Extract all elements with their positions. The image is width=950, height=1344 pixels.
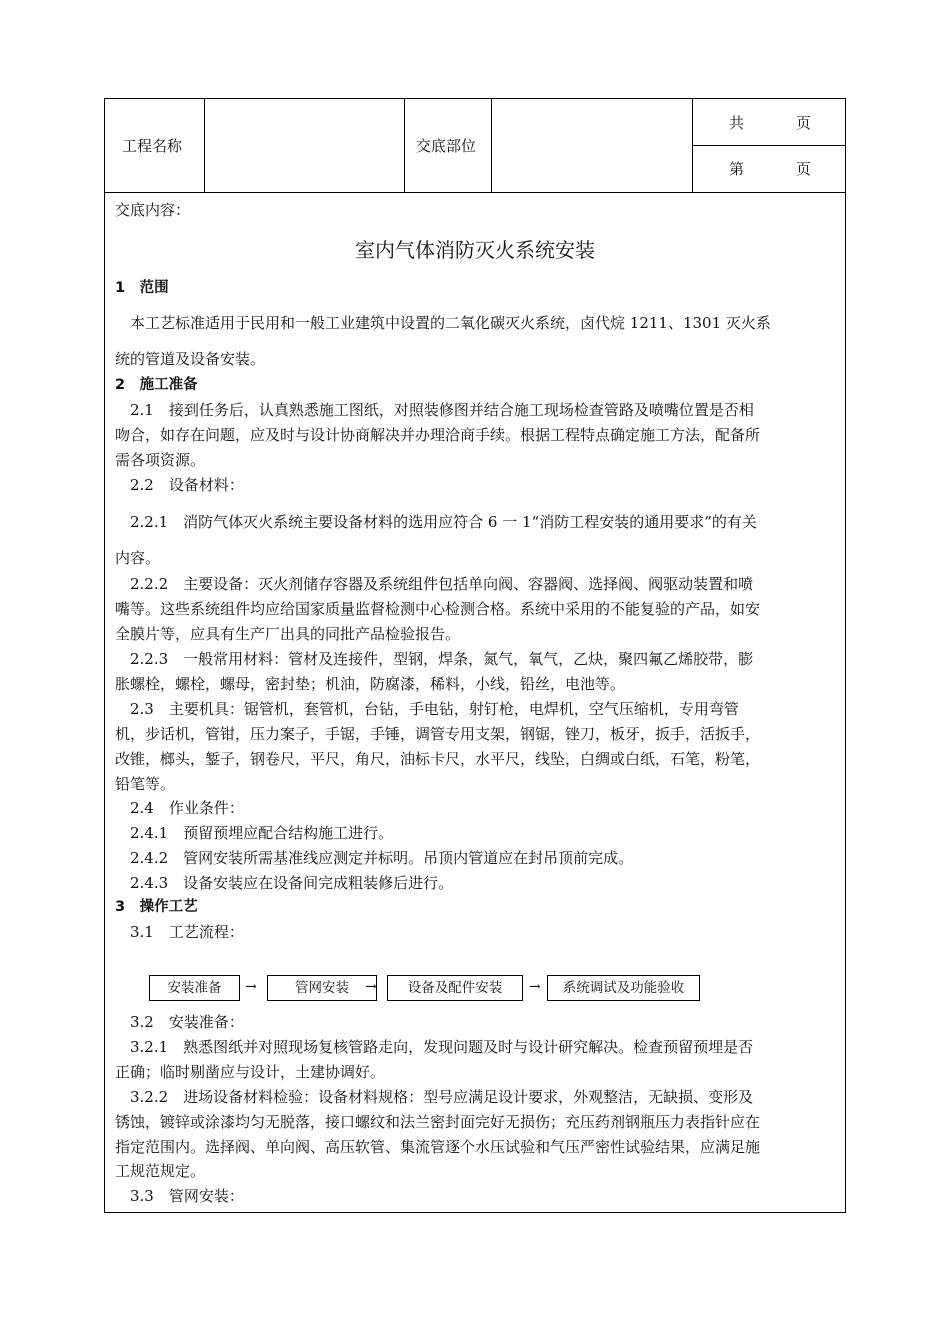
paragraph-line: 2.2.1 消防气体灭火系统主要设备材料的选用应符合 6 一 1“消防工程安装的通用要求”的有关 [115,513,757,531]
paragraph-line: 改锥，榔头，錾子，钢卷尺，平尺，角尺，油标卡尺，水平尺，线坠，白绸或白纸，石笔，粉笔， [115,750,761,768]
total-pages-label: 共 [729,114,745,132]
divider [404,99,405,193]
paragraph-line: 胀螺栓，螺栓，螺母，密封垫；机油，防腐漆，稀料，小线，铅丝，电池等。 [115,675,626,693]
divider [692,99,693,193]
paragraph-line: 嘴等。这些系统组件均应给国家质量监督检测中心检测合格。系统中采用的不能复验的产品，如安 [115,600,761,618]
location-label: 交底部位 [416,137,477,155]
technical-disclosure-sheet [104,98,846,1213]
page-number-suffix: 页 [796,160,812,178]
paragraph-line: 指定范围内。选择阀、单向阀、高压软管、集流管逐个水压试验和气压严密性试验结果，应满足施 [115,1138,761,1156]
section-heading: 2 施工准备 [115,377,198,393]
flow-step-commissioning: 系统调试及功能验收 [547,975,700,1001]
paragraph-line: 本工艺标准适用于民用和一般工业建筑中设置的二氧化碳灭火系统，卤代烷 1211、1301 灭火系 [115,314,771,332]
flow-arrow-icon: → [245,979,257,995]
paragraph-line: 正确；临时剔凿应与设计，土建协调好。 [115,1063,386,1081]
paragraph-line: 吻合，如存在问题，应及时与设计协商解决并办理洽商手续。根据工程特点确定施工方法，配备所 [115,426,761,444]
paragraph-line: 3.2.2 进场设备材料检验：设备材料规格：型号应满足设计要求，外观整洁，无缺损、变形及 [115,1088,754,1106]
paragraph-line: 铅笔等。 [115,775,176,793]
section-heading: 1 范围 [115,280,169,296]
paragraph-line: 3.2.1 熟悉图纸并对照现场复核管路走向，发现问题及时与设计研究解决。检查预留预埋是否 [115,1038,754,1056]
paragraph-line: 2.2.2 主要设备：灭火剂储存容器及系统组件包括单向阀、容器阀、选择阀、阀驱动装置和喷 [115,575,754,593]
paragraph-line: 机，步话机，管钳，压力案子，手锯，手锤，调管专用支架，钢锯，锉刀，板牙，扳手，活扳手， [115,725,761,743]
flow-arrow-icon: → [529,979,541,995]
content-label: 交底内容： [115,201,191,219]
section-heading: 3 操作工艺 [115,899,198,915]
paragraph-line: 2.4.2 管网安装所需基准线应测定并标明。吊顶内管道应在封吊顶前完成。 [115,849,634,867]
divider [692,145,845,146]
paragraph-line: 2.4.3 设备安装应在设备间完成粗装修后进行。 [115,874,454,892]
header-table [105,99,845,193]
paragraph-line: 2.4 作业条件： [115,799,244,817]
flow-step-preparation: 安装准备 [149,975,240,1001]
document-title: 室内气体消防灭火系统安装 [355,238,595,262]
paragraph-line: 工规范规定。 [115,1162,206,1180]
paragraph-line: 2.2.3 一般常用材料：管材及连接件，型钢，焊条，氮气，氧气，乙炔，聚四氟乙烯胶带，膨 [115,650,754,668]
divider [204,99,205,193]
paragraph-line: 2.4.1 预留预埋应配合结构施工进行。 [115,824,394,842]
paragraph-line: 需各项资源。 [115,451,206,469]
paragraph-line: 3.3 管网安装： [115,1187,244,1205]
divider [491,99,492,193]
paragraph-line: 2.2 设备材料： [115,476,244,494]
project-name-label: 工程名称 [122,137,183,155]
flow-step-equipment-install: 设备及配件安装 [387,975,523,1001]
flow-arrow-icon: → [365,979,377,995]
paragraph-line: 3.2 安装准备： [115,1013,244,1031]
page-number-label: 第 [729,160,745,178]
flow-step-pipe-network: 管网安装 [267,975,377,1001]
paragraph-line: 3.1 工艺流程： [115,923,244,941]
paragraph-line: 统的管道及设备安装。 [115,350,266,368]
paragraph-line: 内容。 [115,549,161,567]
total-pages-suffix: 页 [796,114,812,132]
paragraph-line: 2.1 接到任务后，认真熟悉施工图纸，对照装修图并结合施工现场检查管路及喷嘴位置是否相 [115,401,754,419]
paragraph-line: 锈蚀，镀锌或涂漆均匀无脱落，接口螺纹和法兰密封面完好无损伤；充压药剂钢瓶压力表指针应在 [115,1113,761,1131]
paragraph-line: 全膜片等，应具有生产厂出具的同批产品检验报告。 [115,625,461,643]
paragraph-line: 2.3 主要机具：锯管机，套管机，台钻，手电钻，射钉枪，电焊机，空气压缩机，专用弯管 [115,700,739,718]
